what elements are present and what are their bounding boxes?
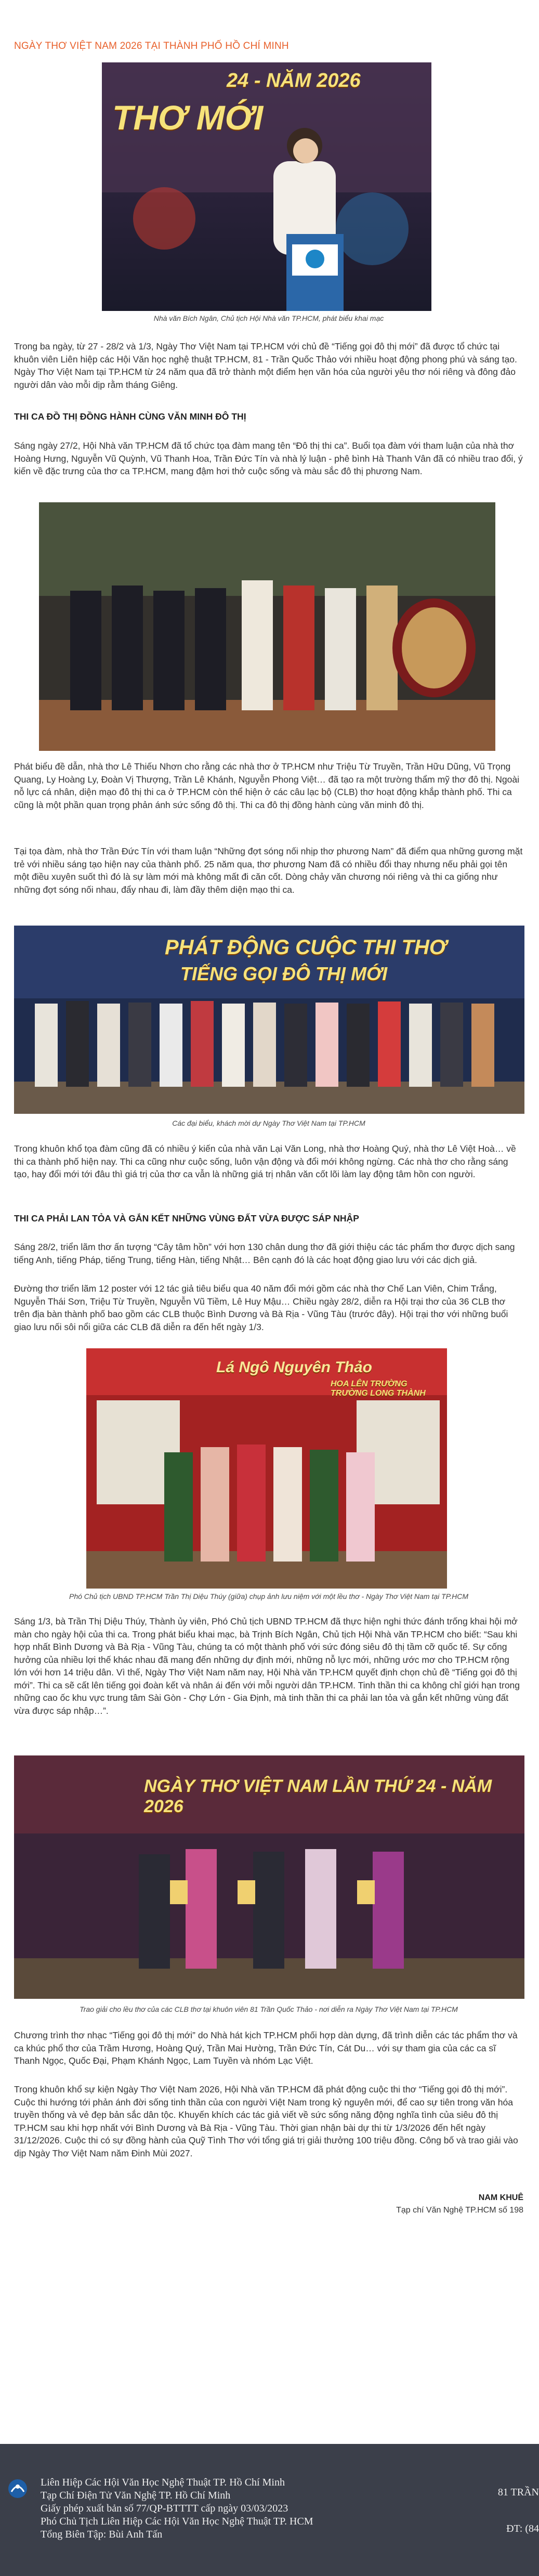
banner-tent-school: HOA LÊN TRƯỜNG TRƯỜNG LONG THÀNH [331,1380,426,1398]
site-footer [0,2444,539,2576]
author-name: NAM KHUÊ [478,2193,523,2202]
subheading-2: THI CA PHẢI LAN TỎA VÀ GẮN KẾT NHỮNG VÙNG ĐẤT VỪA ĐƯỢC SÁP NHẬP [14,1213,359,1224]
paragraph-7: Đường thơ triển lãm 12 poster với 12 tác giả tiêu biểu qua 40 năm đổi mới gồm các nhà thơ Chế Lan Viên, Chim Trắng, Nguyễn Thái Sơn, Triệu Từ Truyền, Nguyễn Vũ Tiềm, Lê Huy Mậu… Chiều ngày 28/2, diễn ra Hội trại thơ của 36 CLB thơ trên địa bàn thành phố bao gồm các CLB thuộc Bình Dương và Bà Rịa - Vũng Tàu (trước đây). Hội trại thơ với những buổi giao lưu nối sôi nổi giữa các CLB đã diễn ra đến hết ngày 1/3. [14,1283,508,1332]
banner-tent-name: Lá Ngô Nguyên Thảo [216,1359,372,1376]
footer-address: 81 TRẦN [497,2487,539,2498]
banner-contest-name: TIẾNG GỌI ĐÔ THỊ MỚI [180,963,388,984]
photo-opening-speech [102,62,431,311]
banner-poetry-day: NGÀY THƠ VIỆT NAM LẦN THỨ 24 - NĂM 2026 [144,1776,492,1816]
footer-org: Liên Hiệp Các Hội Văn Học Nghệ Thuật TP. Hồ Chí Minh [41,2477,285,2488]
paragraph-3: Phát biểu đề dẫn, nhà thơ Lê Thiếu Nhơn cho rằng các nhà thơ ở TP.HCM như Triệu Từ Truyền, Trần Hữu Dũng, Vũ Trọng Quang, Ly Hoàng Ly, Đoàn Vị Thượng, Trần Lê Khánh, Nguyễn Phong Việt… đã tạo ra một trường thẩm mỹ thơ đô thị. Ngoài nỗ lực cá nhân, diện mạo đô thị thi ca ở TP.HCM còn thể hiện ở các câu lạc bộ (CLB) thơ hoạt động khắp thành phố. Thi ca cũng là một phần quan trọng phản ánh sức sống đô thị. Thi ca đô thị đồng hành cùng văn minh đô thị. [14,761,519,810]
caption-photo-4: Phó Chủ tịch UBND TP.HCM Trần Thị Diệu Thúy (giữa) chụp ảnh lưu niệm với một lều thơ - Ngày Thơ Việt Nam tại TP.HCM [69,1592,469,1601]
banner-contest-launch: PHÁT ĐỘNG CUỘC THI THƠ [165,936,447,959]
banner-year: 24 - NĂM 2026 [227,70,361,92]
photo-award-ceremony [14,1755,524,1999]
subheading-1: THI CA ĐỒ THỊ ĐỒNG HÀNH CÙNG VĂN MINH ĐÔ THỊ [14,411,246,422]
footer-vice-chair: Phó Chủ Tịch Liên Hiệp Các Hội Văn Học Nghệ Thuật TP. HCM [41,2516,313,2527]
paragraph-2: Sáng ngày 27/2, Hội Nhà văn TP.HCM đã tổ chức tọa đàm mang tên “Đô thị thi ca”. Buổi tọa đàm với tham luận của nhà thơ Hoàng Hưng, Nguyễn Vũ Quỳnh, Vũ Thanh Hoa, Trần Đức Tín và nhà lý luận - phê bình Hà Thanh Vân đã có nhiều trao đổi, ý kiến về đặc trưng của thơ ca TP.HCM, mang đậm hơi thở cuộc sống và màu sắc đô thị phương Nam. [14,440,523,476]
article-source: Tạp chí Văn Nghệ TP.HCM số 198 [396,2206,523,2215]
paragraph-4: Tại tọa đàm, nhà thơ Trần Đức Tín với tham luận “Những đợt sóng nối nhịp thơ phương Nam” đã điểm qua những gương mặt trẻ với nhiều sáng tạo hiện nay của thành phố. 25 năm qua, thơ phương Nam đã có nhiều đổi thay nhưng nếu phải gọi tên một điều xuyên suốt thì đó là sự làm mới mà không mất đi căn cốt. Dòng chảy văn chương nói riêng và thi ca giống như những đợt sóng nối nhau, đẩy nhau đi, làm đầy thêm diện mạo thi ca. [14,846,523,895]
footer-license: Giấy phép xuất bản số 77/QP-BTTTT cấp ngày 03/03/2023 [41,2503,288,2514]
paragraph-8: Sáng 1/3, bà Trần Thị Diệu Thúy, Thành ủy viên, Phó Chủ tịch UBND TP.HCM đã thực hiện nghi thức đánh trống khai hội mở màn cho ngày hội của thi ca. Trong phát biểu khai mạc, bà Trịnh Bích Ngân, Chủ tịch Hội Nhà văn TP.HCM cho biết: “Sau khi hợp nhất Bình Dương và Bà Rịa - Vũng Tàu, chúng ta có một thành phố với sức đóng siêu đô thị tầm cỡ quốc tế. Sự cống hưởng của nhiều lợi thế khác nhau đã mang đến những dự định mới, những nỗ lực mới, những ước mơ cho TP.HCM rộng lớn với hơn 14 triệu dân. Vì thế, Ngày Thơ Việt Nam năm nay, Hội Nhà văn TP.HCM quyết định chọn chủ đề “Tiếng gọi đô thị mới”. Thi ca sẽ cất lên tiếng gọi đoàn kết và nhân ái đến với mỗi người dân TP.HCM. Tinh thần thi ca không chỉ giới hạn trong những cao ốc khu vực trung tâm Sài Gòn - Chợ Lớn - Gia Định, mà tinh thần thi ca phải lan tỏa và gắn kết những vùng đất vừa được sáp nhập…”. [14,1616,520,1716]
photo-poetry-tent [86,1348,447,1589]
paragraph-6: Sáng 28/2, triển lãm thơ ấn tượng “Cây tâm hồn” với hơn 130 chân dung thơ đã giới thiệu các tác phẩm thơ được dịch sang tiếng Anh, tiếng Pháp, tiếng Trung, tiếng Hàn, tiếng Nhật… Bên cạnh đó là các hoạt động giao lưu với các dịch giả. [14,1242,515,1265]
caption-photo-3: Các đại biểu, khách mời dự Ngày Thơ Việt Nam tại TP.HCM [172,1119,365,1127]
footer-phone: ĐT: (84 [506,2523,539,2534]
article-title: NGÀY THƠ VIỆT NAM 2026 TẠI THÀNH PHỐ HỒ CHÍ MINH [14,41,289,51]
footer-editor: Tổng Biên Tập: Bùi Anh Tấn [41,2529,163,2540]
footer-info [41,2476,436,2541]
paragraph-1: Trong ba ngày, từ 27 - 28/2 và 1/3, Ngày Thơ Việt Nam tại TP.HCM với chủ đề “Tiếng gọi đô thị mới” đã được tổ chức tại khuôn viên Liên hiệp các Hội Văn học nghệ thuật TP.HCM, 81 - Trần Quốc Thảo với nhiều hoạt động phong phú và sáng tạo. Ngày Thơ Việt Nam tại TP.HCM từ 24 năm qua đã trở thành một điểm hẹn văn hóa của người yêu thơ nói riêng và đông đảo người dân vào mỗi dịp rằm tháng Giêng. [14,341,517,390]
banner-tho-moi: THƠ MỚI [112,98,264,137]
photo-contest-launch [14,926,524,1114]
caption-photo-5: Trao giải cho lều thơ của các CLB thơ tại khuôn viên 81 Trần Quốc Thảo - nơi diễn ra Ngày Thơ Việt Nam tại TP.HCM [80,2005,458,2013]
photo-drum-ceremony [39,502,495,751]
caption-photo-1: Nhà văn Bích Ngân, Chủ tịch Hội Nhà văn TP.HCM, phát biểu khai mạc [153,314,384,322]
footer-magazine: Tạp Chí Điện Tử Văn Nghệ TP. Hồ Chí Minh [41,2490,231,2501]
paragraph-9: Chương trình thơ nhạc “Tiếng gọi đô thị mới” do Nhà hát kịch TP.HCM phối hợp dàn dựng, đã trình diễn các tác phẩm thơ và ca khúc phổ thơ của Trầm Hương, Hoàng Quý, Trần Mai Hường, Trần Đức Tín, Cát Du… với sự tham gia của các ca sĩ Thanh Ngọc, Quốc Đại, Phạm Khánh Ngọc, Lam Tuyền và nhóm Lạc Việt. [14,2030,518,2066]
paragraph-10: Trong khuôn khổ sự kiện Ngày Thơ Việt Nam 2026, Hội Nhà văn TP.HCM đã phát động cuộc thi thơ “Tiếng gọi đô thị mới”. Cuộc thi hướng tới phản ánh đời sống tinh thần của con người Việt Nam trong kỷ nguyên mới, để cao sự tiên trong văn hóa truyền thống và vẻ đẹp bản sắc dân tộc. Khuyến khích các tác giả viết về sức sống năng động nghĩa tình của siêu đô thị TP.HCM sau khi hợp nhất với Bình Dương và Bà Rịa - Vũng Tàu. Thời gian nhận bài dự thi từ 1/3/2026 đến hết ngày 31/12/2026. Cuộc thi có sự đồng hành của Quỹ Tình Thơ với tổng giá trị giải thưởng 100 triệu đồng. Công bố và trao giải vào dịp Ngày Thơ Việt Nam năm Đinh Mùi 2027. [14,2084,518,2158]
paragraph-5: Trong khuôn khổ tọa đàm cũng đã có nhiều ý kiến của nhà văn Lại Văn Long, nhà thơ Hoàng Quý, nhà thơ Lê Việt Hoà… về thi ca thành phố hiện nay. Thi ca cũng như cuộc sống, luôn vận động và đổi mới không ngừng. Các nhà thơ cho rằng sáng tạo, hay đổi mới tới đâu thì giá trị của thơ ca vẫn là những giá trị nhân văn cốt lõi làm lay động tâm hồn con người. [14,1143,516,1179]
association-logo-icon [7,2478,28,2499]
